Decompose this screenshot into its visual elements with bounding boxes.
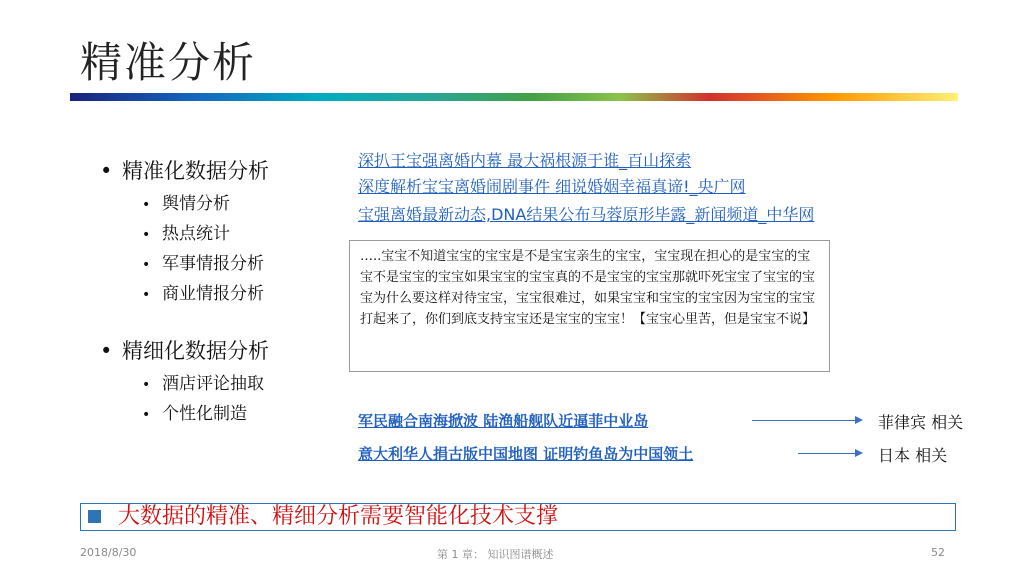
bullet-heading-precise: • 精准化数据分析 — [100, 159, 269, 183]
bullet-item: • 商业情报分析 — [142, 284, 264, 304]
footer-page-number: 52 — [931, 546, 945, 559]
bullet-dot-icon: • — [142, 197, 151, 213]
comment-quote-box: …..宝宝不知道宝宝的宝宝是不是宝宝亲生的宝宝，宝宝现在担心的是宝宝的宝宝不是宝宝的宝宝如果宝宝的宝宝真的不是宝宝的宝宝那就吓死宝宝了宝宝的宝宝为什么要这样对待宝宝，宝宝很难过，如果宝宝和宝宝的宝宝因为宝宝的宝宝打起来了，你们到底支持宝宝还是宝宝的宝宝！【宝宝心里苦，但是宝宝不说】 — [349, 240, 830, 372]
news-link[interactable]: 宝强离婚最新动态,DNA结果公布马蓉原形毕露_新闻频道_中华网 — [358, 205, 815, 224]
slide-title: 精准分析 — [80, 38, 257, 87]
arrow-right-icon — [855, 449, 863, 457]
footer-date: 2018/8/30 — [80, 546, 137, 559]
bullet-dot-icon: • — [100, 339, 113, 363]
square-bullet-icon — [88, 510, 101, 523]
bullet-item: • 热点统计 — [142, 224, 230, 244]
bullet-dot-icon: • — [142, 257, 151, 273]
news-link[interactable]: 深度解析宝宝离婚闹剧事件 细说婚姻幸福真谛!_央广网 — [358, 177, 746, 196]
bullet-item: • 军事情报分析 — [142, 254, 264, 274]
bullet-dot-icon: • — [142, 377, 151, 393]
bullet-dot-icon: • — [142, 407, 151, 423]
bullet-item: • 个性化制造 — [142, 404, 247, 424]
related-tag: 日本 相关 — [878, 446, 948, 465]
arrow-right-icon — [855, 416, 863, 424]
news-link[interactable]: 深扒王宝强离婚内幕 最大祸根源于谁_百山探索 — [358, 151, 692, 170]
conclusion-text: 大数据的精准、精细分析需要智能化技术支撑 — [118, 504, 559, 529]
arrow-line — [798, 453, 856, 454]
related-tag: 菲律宾 相关 — [878, 413, 964, 432]
bullet-dot-icon: • — [100, 159, 113, 183]
bullet-dot-icon: • — [142, 287, 151, 303]
news-headline-link[interactable]: 军民融合南海掀波 陆渔船舰队近逼菲中业岛 — [358, 412, 649, 430]
title-divider-bar — [70, 93, 958, 101]
news-headline-link[interactable]: 意大利华人捐古版中国地图 证明钓鱼岛为中国领土 — [358, 445, 694, 463]
bullet-heading-fine: • 精细化数据分析 — [100, 339, 269, 363]
bullet-item: • 酒店评论抽取 — [142, 374, 264, 394]
bullet-item: • 舆情分析 — [142, 194, 230, 214]
bullet-dot-icon: • — [142, 227, 151, 243]
footer-chapter: 第 1 章： 知识图谱概述 — [437, 548, 554, 561]
arrow-line — [752, 420, 856, 421]
